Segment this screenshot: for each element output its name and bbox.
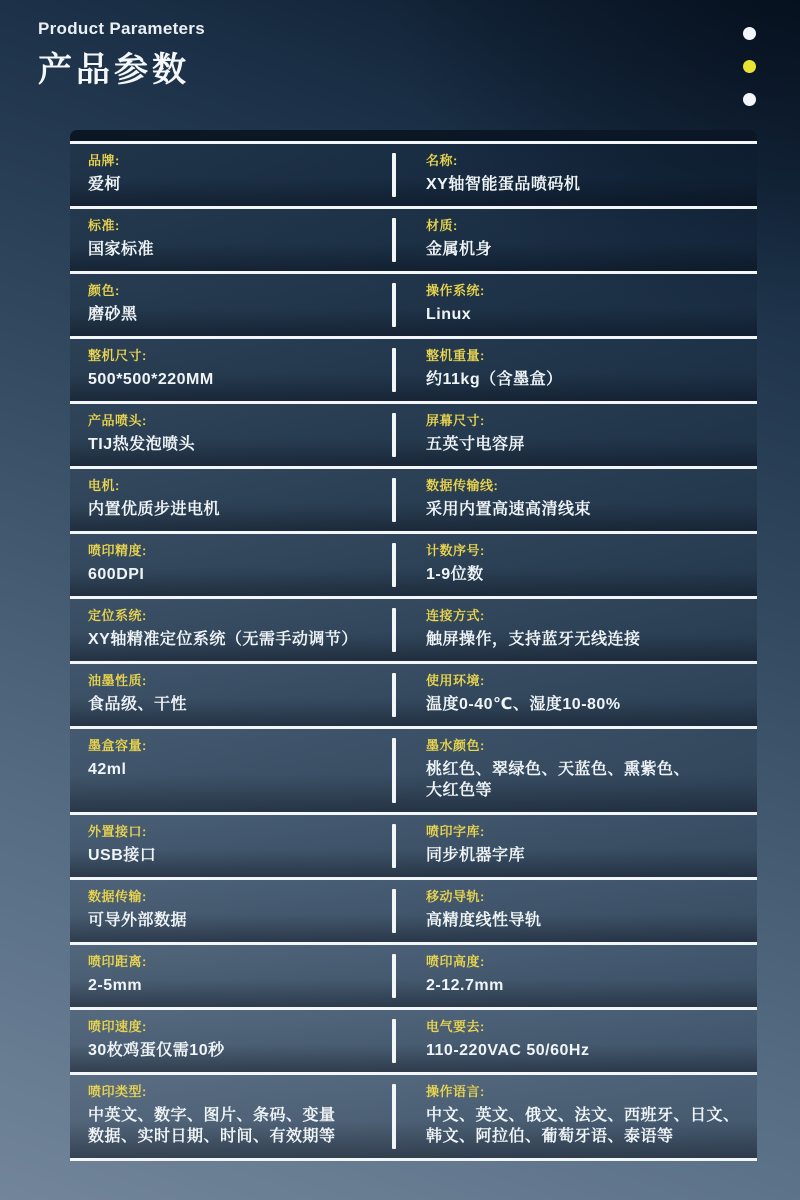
spec-value: 高精度线性导轨 (426, 912, 542, 929)
spec-cell-left (70, 599, 392, 661)
spec-label: 墨盒容量: (88, 738, 147, 753)
spec-cell-right (396, 945, 757, 1007)
spec-label: 喷印距离: (88, 954, 147, 969)
spec-cell-right (396, 1075, 757, 1158)
spec-cell-right (396, 404, 757, 466)
decorative-dot (743, 60, 756, 73)
spec-label: 数据传输: (88, 889, 147, 904)
header (0, 0, 800, 92)
spec-value: 国家标准 (88, 241, 155, 258)
spec-label: 电气要去: (426, 1019, 485, 1034)
spec-label: 数据传输线: (426, 478, 499, 493)
spec-cell-right (396, 880, 757, 942)
spec-cell-right (396, 339, 757, 401)
spec-cell-left (70, 469, 392, 531)
decorative-dot (743, 93, 756, 106)
spec-label: 标准: (88, 218, 120, 233)
spec-row (70, 271, 757, 336)
spec-label: 屏幕尺寸: (426, 413, 485, 428)
spec-cell-left (70, 339, 392, 401)
spec-label: 颜色: (88, 283, 120, 298)
spec-label: 喷印精度: (88, 543, 147, 558)
spec-label: 喷印高度: (426, 954, 485, 969)
spec-row (70, 1072, 757, 1161)
spec-label: 定位系统: (88, 608, 147, 623)
spec-cell-left (70, 1075, 392, 1158)
spec-row (70, 726, 757, 812)
spec-row (70, 401, 757, 466)
header-subtitle-en: Product Parameters (38, 19, 205, 38)
spec-cell-left (70, 274, 392, 336)
spec-cell-right (396, 144, 757, 206)
spec-cell-left (70, 534, 392, 596)
spec-row (70, 336, 757, 401)
spec-value: 110-220VAC 50/60Hz (426, 1042, 590, 1059)
spec-cell-right (396, 534, 757, 596)
spec-value: 30枚鸡蛋仅需10秒 (88, 1042, 225, 1059)
spec-value: Linux (426, 306, 472, 323)
spec-value: 中英文、数字、图片、条码、变量 数据、实时日期、时间、有效期等 (88, 1107, 336, 1145)
spec-value: 温度0-40℃、湿度10-80% (426, 696, 621, 713)
spec-cell-right (396, 274, 757, 336)
spec-label: 喷印类型: (88, 1084, 147, 1099)
spec-row (70, 1007, 757, 1072)
spec-value: 约11kg（含墨盒） (426, 371, 563, 388)
spec-label: 油墨性质: (88, 673, 147, 688)
spec-value: 桃红色、翠绿色、天蓝色、熏紫色、 大红色等 (426, 761, 691, 799)
spec-label: 材质: (426, 218, 458, 233)
spec-cell-left (70, 209, 392, 271)
spec-value: 2-5mm (88, 977, 143, 994)
spec-label: 电机: (88, 478, 120, 493)
spec-value: 500*500*220MM (88, 371, 214, 388)
spec-label: 使用环境: (426, 673, 485, 688)
spec-row (70, 206, 757, 271)
spec-value: 同步机器字库 (426, 847, 526, 864)
spec-row (70, 661, 757, 726)
spec-value: USB接口 (88, 847, 157, 864)
spec-cell-right (396, 1010, 757, 1072)
spec-row (70, 812, 757, 877)
spec-value: 中文、英文、俄文、法文、西班牙、日文、 韩文、阿拉伯、葡萄牙语、泰语等 (426, 1107, 740, 1145)
spec-cell-left (70, 144, 392, 206)
spec-label: 名称: (426, 153, 458, 168)
spec-value: 金属机身 (426, 241, 493, 258)
spec-cell-right (396, 815, 757, 877)
spec-value: 1-9位数 (426, 566, 484, 583)
spec-value: 600DPI (88, 566, 145, 583)
spec-cell-right (396, 729, 757, 812)
spec-row (70, 942, 757, 1007)
spec-value: 爱柯 (88, 176, 122, 193)
spec-row (70, 531, 757, 596)
page-title: 产品参数 (38, 51, 190, 89)
spec-label: 喷印字库: (426, 824, 485, 839)
spec-cell-right (396, 209, 757, 271)
spec-value: 磨砂黑 (88, 306, 138, 323)
spec-label: 外置接口: (88, 824, 147, 839)
spec-cell-left (70, 1010, 392, 1072)
spec-cell-left (70, 404, 392, 466)
spec-value: 食品级、干性 (88, 696, 188, 713)
spec-value: 可导外部数据 (88, 912, 188, 929)
spec-label: 计数序号: (426, 543, 485, 558)
spec-value: TIJ热发泡喷头 (88, 436, 196, 453)
decorative-dots (743, 27, 756, 106)
spec-value: 触屏操作，支持蓝牙无线连接 (426, 631, 641, 648)
spec-cell-right (396, 469, 757, 531)
spec-cell-left (70, 664, 392, 726)
spec-label: 操作语言: (426, 1084, 485, 1099)
spec-cell-left (70, 945, 392, 1007)
decorative-dot (743, 27, 756, 40)
spec-cell-left (70, 729, 392, 812)
spec-value: 五英寸电容屏 (426, 436, 526, 453)
spec-label: 产品喷头: (88, 413, 147, 428)
spec-value: XY轴智能蛋品喷码机 (426, 176, 581, 193)
spec-label: 连接方式: (426, 608, 485, 623)
spec-cell-right (396, 664, 757, 726)
spec-row (70, 596, 757, 661)
spec-value: XY轴精准定位系统（无需手动调节） (88, 631, 358, 648)
spec-cell-left (70, 880, 392, 942)
spec-table (70, 130, 757, 1161)
spec-row (70, 466, 757, 531)
spec-label: 移动导轨: (426, 889, 485, 904)
spec-value: 42ml (88, 761, 127, 778)
spec-label: 品牌: (88, 153, 120, 168)
spec-row (70, 877, 757, 942)
spec-value: 内置优质步进电机 (88, 501, 221, 518)
spec-value: 采用内置高速高清线束 (426, 501, 592, 518)
spec-label: 整机重量: (426, 348, 485, 363)
spec-label: 整机尺寸: (88, 348, 147, 363)
spec-cell-right (396, 599, 757, 661)
spec-label: 操作系统: (426, 283, 485, 298)
spec-label: 墨水颜色: (426, 738, 485, 753)
spec-label: 喷印速度: (88, 1019, 147, 1034)
spec-value: 2-12.7mm (426, 977, 504, 994)
table-top-cap (70, 130, 757, 141)
spec-cell-left (70, 815, 392, 877)
spec-row (70, 141, 757, 206)
